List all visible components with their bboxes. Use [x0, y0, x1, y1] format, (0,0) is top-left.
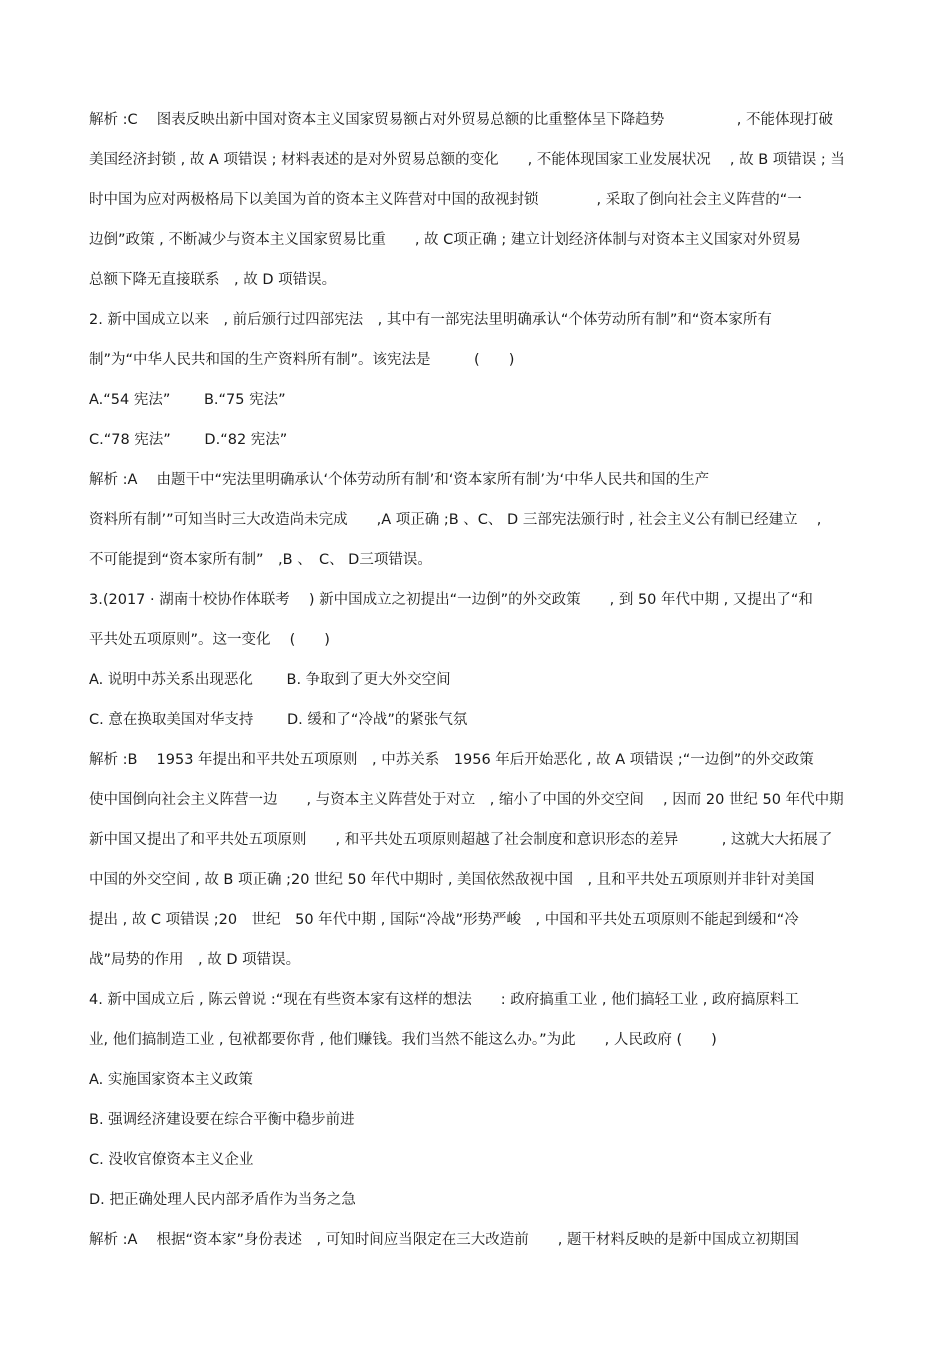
text-line: 时中国为应对两极格局下以美国为首的资本主义阵营对中国的敌视封锁 , 采取了倒向社会主义阵营的“一: [89, 192, 802, 208]
question-2-stem: 2. 新中国成立以来 , 前后颁行过四部宪法 , 其中有一部宪法里明确承认“个体劳动所有制”和“资本家所有: [89, 312, 772, 328]
answer-analysis: 不可能提到“资本家所有制” ,B 、 C、 D三项错误。: [89, 552, 432, 568]
question-2-options: A.“54 宪法” B.“75 宪法”: [89, 392, 286, 408]
answer-analysis: 解析 :A 由题干中“宪法里明确承认‘个体劳动所有制’和‘资本家所有制’为‘中华人民共和国的生产: [89, 472, 710, 488]
answer-analysis: 新中国又提出了和平共处五项原则 , 和平共处五项原则超越了社会制度和意识形态的差异 , 这就大大拓展了: [89, 832, 833, 848]
text-line: 美国经济封锁 , 故 A 项错误 ; 材料表述的是对外贸易总额的变化 , 不能体现国家工业发展状况 , 故 B 项错误 ; 当: [89, 152, 845, 168]
answer-analysis: 中国的外交空间 , 故 B 项正确 ;20 世纪 50 年代中期时 , 美国依然敌视中国 , 且和平共处五项原则并非针对美国: [89, 872, 815, 888]
question-4-option: B. 强调经济建设要在综合平衡中稳步前进: [89, 1112, 355, 1128]
question-4-stem: 业, 他们搞制造工业 , 包袱都要你背 , 他们赚钱。我们当然不能这么办。”为此 , 人民政府 ( ): [89, 1032, 717, 1048]
question-3-stem: 3.(2017 · 湖南十校协作体联考 ) 新中国成立之初提出“一边倒”的外交政策 , 到 50 年代中期 , 又提出了“和: [89, 592, 813, 608]
question-3-stem: 平共处五项原则”。这一变化 ( ): [89, 632, 330, 648]
question-3-options: C. 意在换取美国对华支持 D. 缓和了“冷战”的紧张气氛: [89, 712, 468, 728]
question-4-option: C. 没收官僚资本主义企业: [89, 1152, 254, 1168]
question-4-option: A. 实施国家资本主义政策: [89, 1072, 253, 1088]
question-2-options: C.“78 宪法” D.“82 宪法”: [89, 432, 288, 448]
question-4-stem: 4. 新中国成立后 , 陈云曾说 :“现在有些资本家有这样的想法 : 政府搞重工业 , 他们搞轻工业 , 政府搞原料工: [89, 992, 799, 1008]
answer-analysis: 解析 :B 1953 年提出和平共处五项原则 , 中苏关系 1956 年后开始恶化 , 故 A 项错误 ;“一边倒”的外交政策: [89, 752, 814, 768]
answer-analysis: 提出 , 故 C 项错误 ;20 世纪 50 年代中期 , 国际“冷战”形势严峻 , 中国和平共处五项原则不能起到缓和“冷: [89, 912, 799, 928]
question-2-stem: 制”为“中华人民共和国的生产资料所有制”。该宪法是 ( ): [89, 352, 515, 368]
answer-analysis: 资料所有制’”可知当时三大改造尚未完成 ,A 项正确 ;B 、C、 D 三部宪法颁行时 , 社会主义公有制已经建立 ,: [89, 512, 822, 528]
answer-analysis: 战”局势的作用 , 故 D 项错误。: [89, 952, 301, 968]
answer-analysis: 解析 :A 根据“资本家”身份表述 , 可知时间应当限定在三大改造前 , 题干材料反映的是新中国成立初期国: [89, 1232, 799, 1248]
answer-analysis: 使中国倒向社会主义阵营一边 , 与资本主义阵营处于对立 , 缩小了中国的外交空间 , 因而 20 世纪 50 年代中期: [89, 792, 844, 808]
question-4-option: D. 把正确处理人民内部矛盾作为当务之急: [89, 1192, 356, 1208]
text-line: 边倒”政策 , 不断减少与资本主义国家贸易比重 , 故 C项正确 ; 建立计划经济体制与对资本主义国家对外贸易: [89, 232, 801, 248]
question-3-options: A. 说明中苏关系出现恶化 B. 争取到了更大外交空间: [89, 672, 451, 688]
text-line: 总额下降无直接联系 , 故 D 项错误。: [89, 272, 337, 288]
text-line: 解析 :C 图表反映出新中国对资本主义国家贸易额占对外贸易总额的比重整体呈下降趋势 , 不能体现打破: [89, 112, 833, 128]
